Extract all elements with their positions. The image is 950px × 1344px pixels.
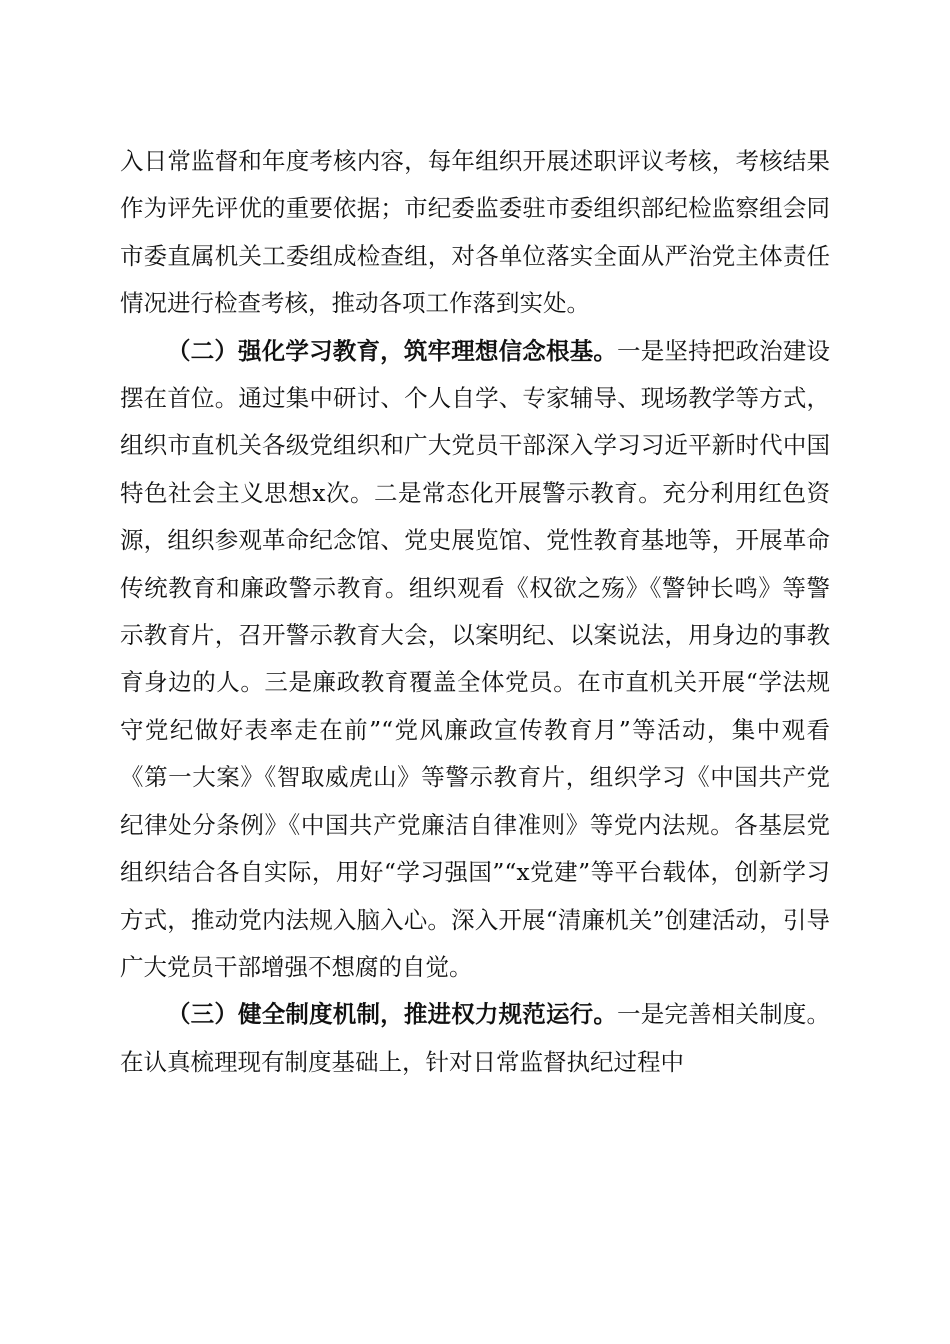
paragraph-section-3 <box>120 991 830 1086</box>
document-body <box>120 138 830 1086</box>
section-2-heading: （二）强化学习教育，筑牢理想信念根基。 <box>167 336 618 365</box>
paragraph-section-2 <box>120 328 830 992</box>
section-3-text: 一是完善相关制度。在认真梳理现有制度基础上，针对日常监督执纪过程中 <box>120 1000 831 1076</box>
section-2-text: 一是坚持把政治建设摆在首位。通过集中研讨、个人自学、专家辅导、现场教学等方式，组织市直机关各级党组织和广大党员干部深入学习习近平新时代中国特色社会主义思想x次。二是常态化开展警示教育。充分利用红色资源，组织参观革命纪念馆、党史展览馆、党性教育基地等，开展革命传统教育和廉政警示教育。组织观看《权欲之殇》《警钟长鸣》等警示教育片，召开警示教育大会，以案明纪、以案说法，用身边的事教育身边的人。三是廉政教育覆盖全体党员。在市直机关开展“学法规守党纪做好表率走在前”“党风廉政宣传教育月”等活动，集中观看《第一大案》《智取威虎山》等警示教育片，组织学习《中国共产党纪律处分条例》《中国共产党廉洁自律准则》等党内法规。各基层党组织结合各自实际，用好“学习强国”“x党建”等平台载体，创新学习方式，推动党内法规入脑入心。深入开展“清廉机关”创建活动，引导广大党员干部增强不想腐的自觉。 <box>120 336 831 981</box>
paragraph-continuation <box>120 138 830 328</box>
paragraph-1-text: 入日常监督和年度考核内容，每年组织开展述职评议考核，考核结果作为评先评优的重要依据；市纪委监委驻市委组织部纪检监察组会同市委直属机关工委组成检查组，对各单位落实全面从严治党主体责任情况进行检查考核，推动各项工作落到实处。 <box>120 147 830 318</box>
section-3-heading: （三）健全制度机制，推进权力规范运行。 <box>167 1000 618 1029</box>
